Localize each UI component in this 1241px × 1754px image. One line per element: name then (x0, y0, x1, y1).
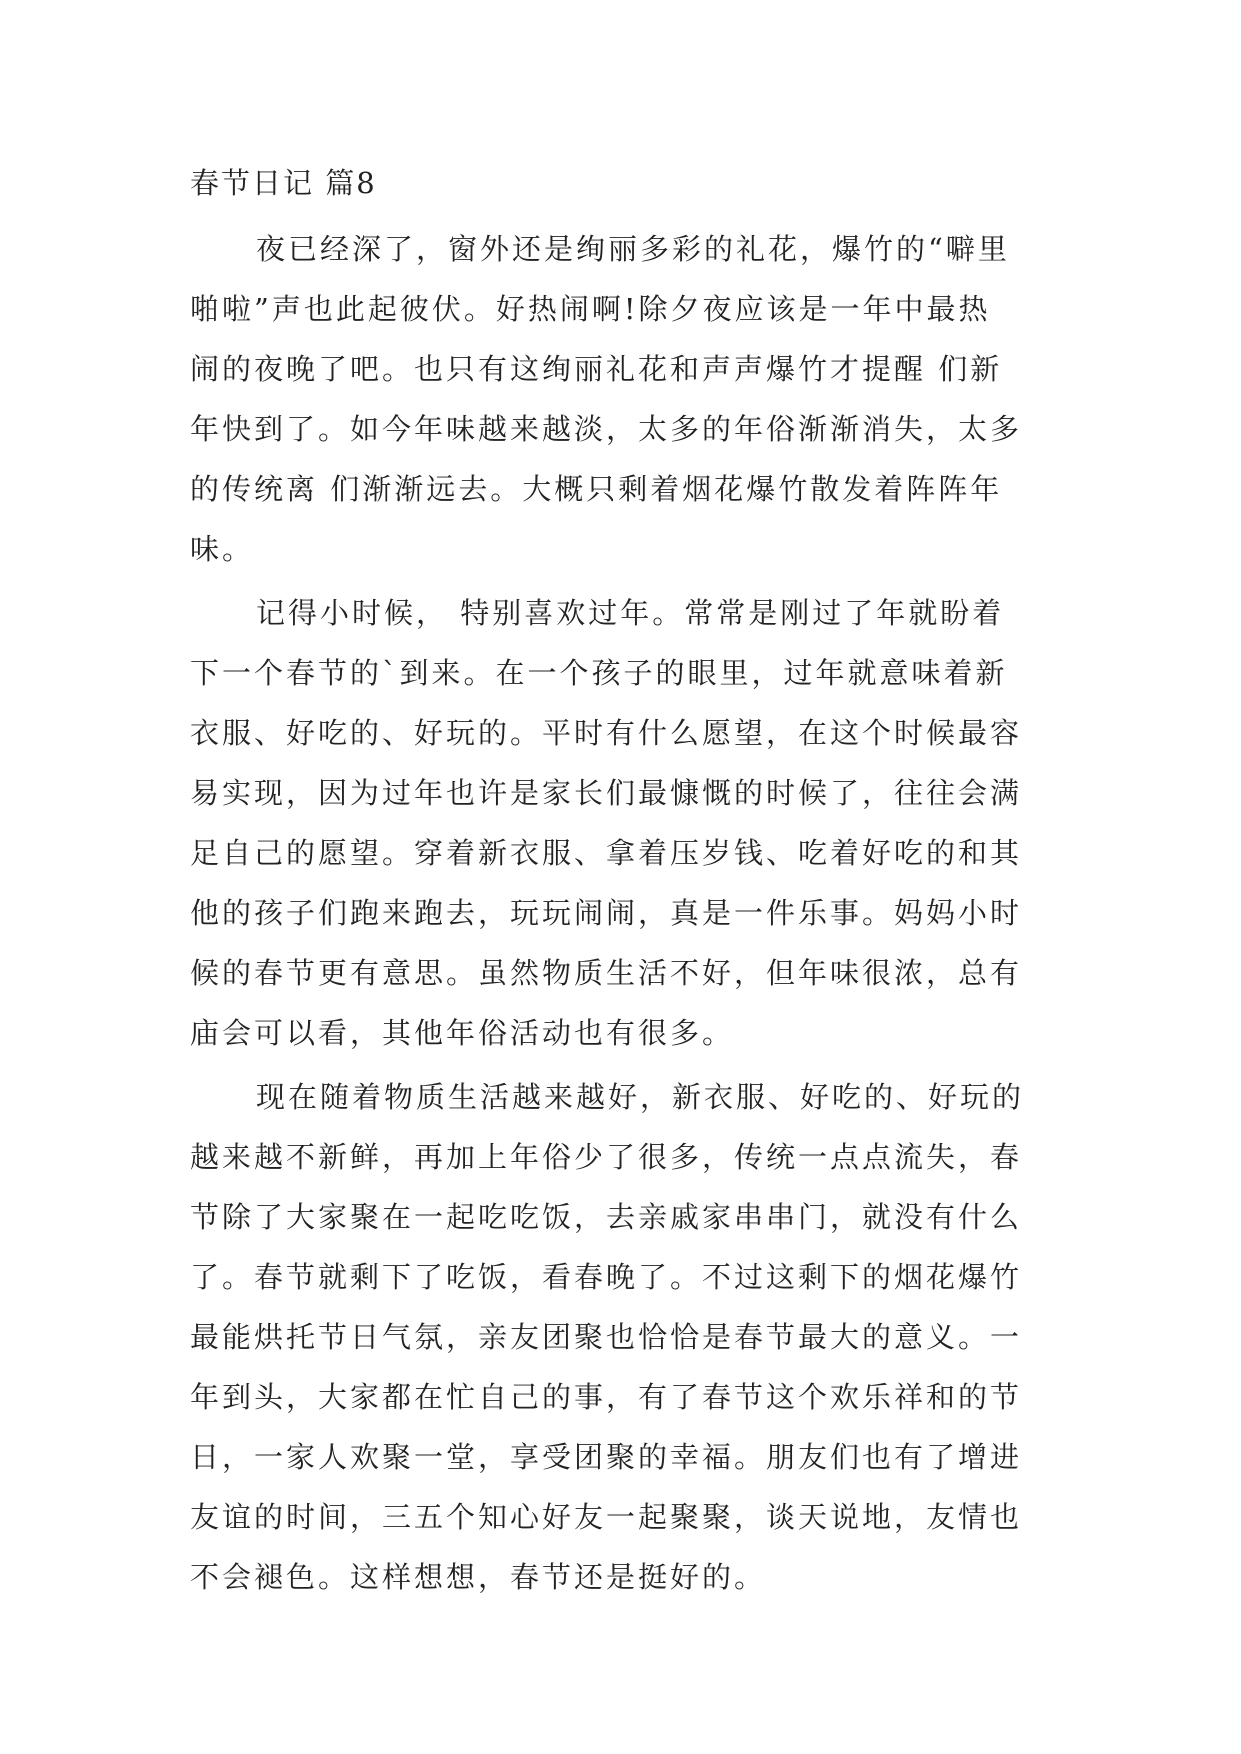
paragraph-line: 现在随着物质生活越来越好，新衣服、好吃的、好玩的 (256, 1080, 1025, 1114)
paragraph-line: 节除了大家聚在一起吃吃饭，去亲戚家串串门，就没有什么 (190, 1200, 1023, 1234)
paragraph-line: 了。春节就剩下了吃饭，看春晚了。不过这剩下的烟花爆竹 (190, 1260, 1023, 1294)
paragraph-line: 越来越不新鲜，再加上年俗少了很多，传统一点点流失，春 (190, 1140, 1023, 1174)
paragraph-line: 不会褪色。这样想想，春节还是挺好的。 (190, 1560, 767, 1594)
paragraph-line: 的传统离 们渐渐远去。大概只剩着烟花爆竹散发着阵阵年 (190, 472, 1003, 506)
paragraph-line: 他的孩子们跑来跑去，玩玩闹闹，真是一件乐事。妈妈小时 (190, 896, 1023, 930)
paragraph-line: 庙会可以看，其他年俗活动也有很多。 (190, 1016, 735, 1050)
paragraph-line: 下一个春节的`到来。在一个孩子的眼里，过年就意味着新 (190, 656, 1008, 690)
paragraph-line: 闹的夜晚了吧。也只有这绚丽礼花和声声爆竹才提醒 们新 (190, 352, 1003, 386)
paragraph-line: 年到头，大家都在忙自己的事，有了春节这个欢乐祥和的节 (190, 1380, 1023, 1414)
paragraph-line: 衣服、好吃的、好玩的。平时有什么愿望，在这个时候最容 (190, 716, 1023, 750)
paragraph-line: 啪啦”声也此起彼伏。好热闹啊!除夕夜应该是一年中最热 (190, 292, 991, 326)
paragraph-line: 易实现，因为过年也许是家长们最慷慨的时候了，往往会满 (190, 776, 1023, 810)
paragraph-2 (190, 583, 1060, 1063)
paragraph-line: 夜已经深了，窗外还是绚丽多彩的礼花，爆竹的“噼里 (256, 232, 1010, 266)
paragraph-line: 候的春节更有意思。虽然物质生活不好，但年味很浓，总有 (190, 956, 1023, 990)
document-title: 春节日记 篇8 (190, 166, 377, 200)
paragraph-line: 日，一家人欢聚一堂，享受团聚的幸福。朋友们也有了增进 (190, 1440, 1023, 1474)
paragraph-line: 味。 (190, 532, 255, 566)
document-body (190, 219, 1060, 1611)
paragraph-3 (190, 1067, 1060, 1607)
paragraph-1 (190, 219, 1060, 579)
paragraph-line: 友谊的时间，三五个知心好友一起聚聚，谈天说地，友情也 (190, 1500, 1023, 1534)
paragraph-line: 最能烘托节日气氛，亲友团聚也恰恰是春节最大的意义。一 (190, 1320, 1023, 1354)
paragraph-line: 足自己的愿望。穿着新衣服、拿着压岁钱、吃着好吃的和其 (190, 836, 1023, 870)
paragraph-line: 记得小时候， 特别喜欢过年。常常是刚过了年就盼着 (256, 596, 1005, 630)
paragraph-line: 年快到了。如今年味越来越淡，太多的年俗渐渐消失，太多 (190, 412, 1023, 446)
